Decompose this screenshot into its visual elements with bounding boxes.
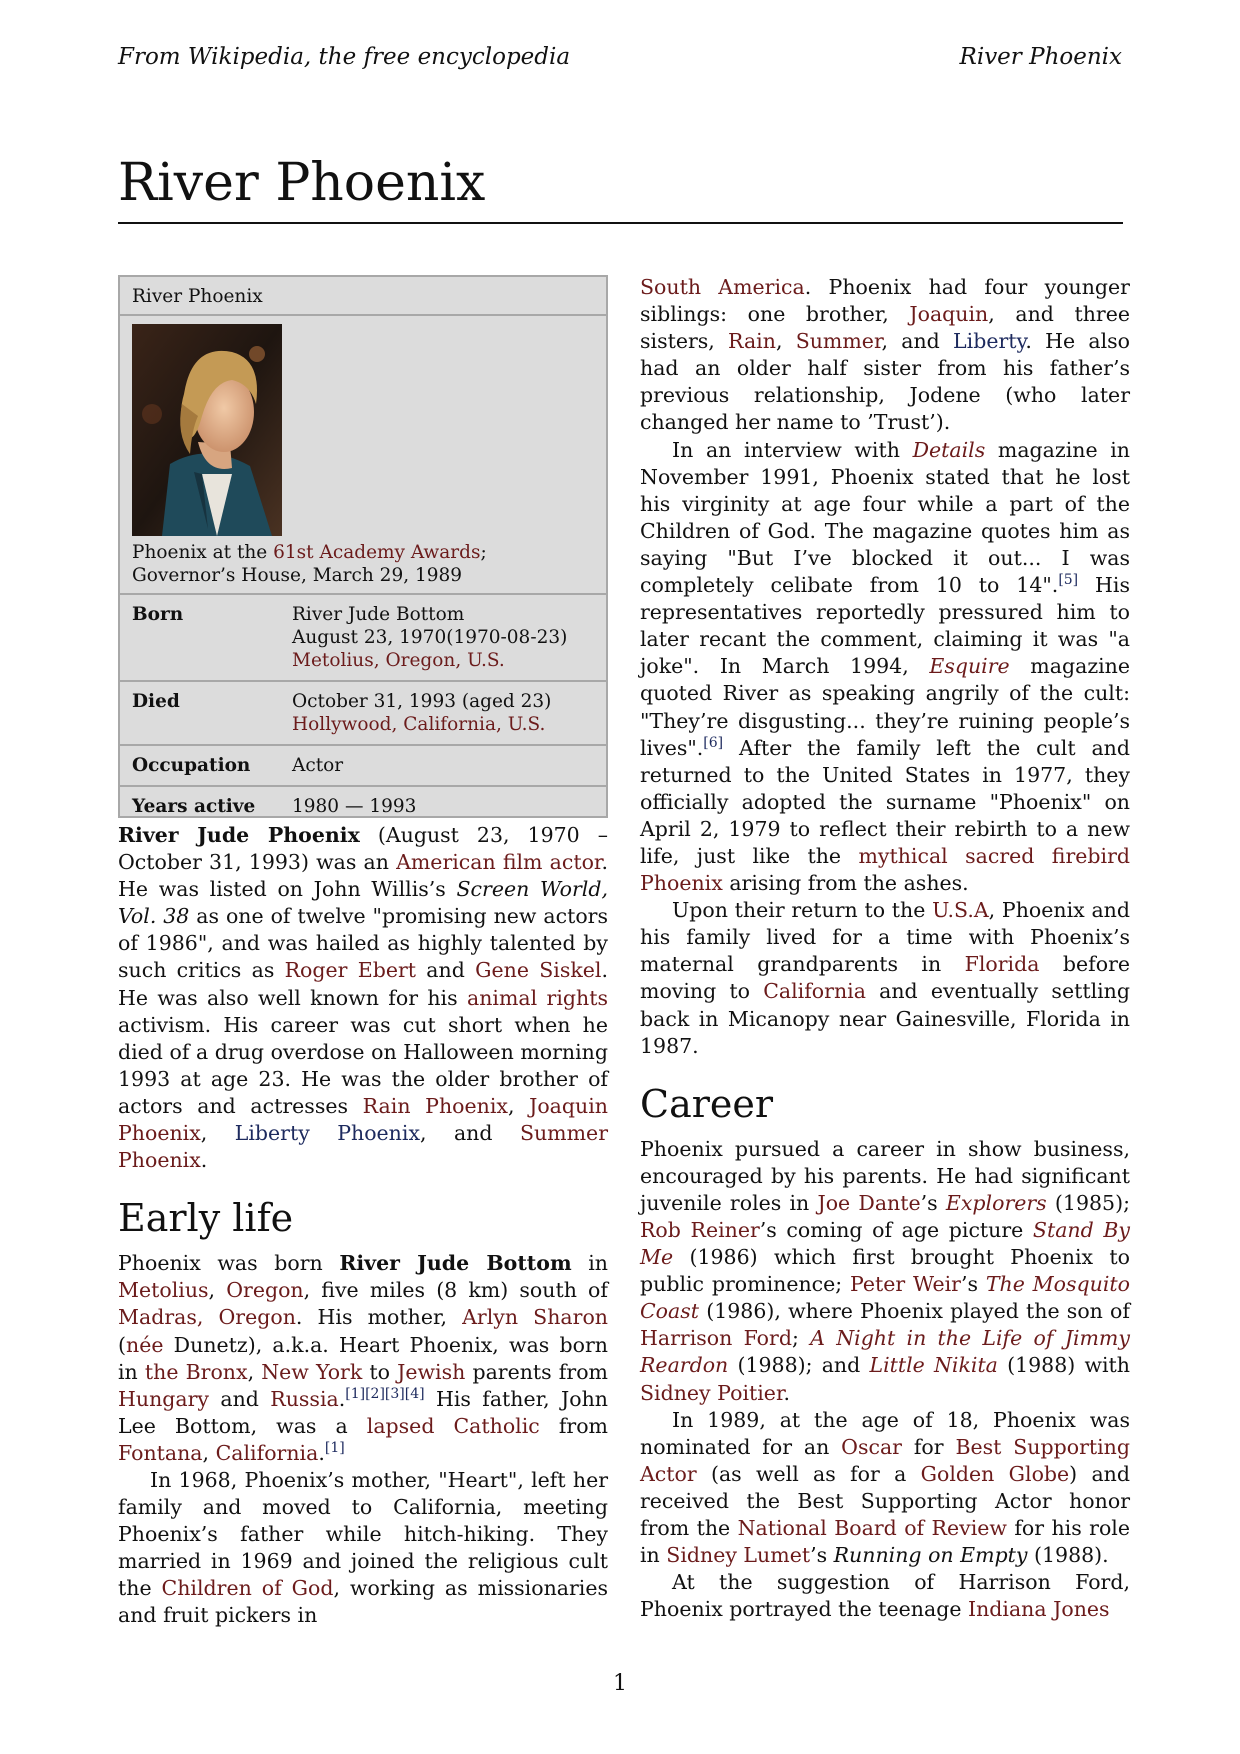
link-nee[interactable]: née (126, 1332, 164, 1357)
infobox-row-died (120, 682, 606, 746)
caption-text: ; (480, 542, 487, 563)
link-61st-academy-awards[interactable]: 61st Academy Awards (273, 542, 481, 563)
early-life-paragraph-1: Phoenix was born River Jude Bottom in Metolius, Oregon, five miles (8 km) south of Madras, Oregon. His mother, Arlyn Sharon (née Dunetz), a.k.a. Heart Phoenix, was born in the Bronx, New York to Jewish parents from Hungary and Russia.[1][2][3][4] His father, John Lee Bottom, was a lapsed Catholic from Fontana, California.[1] (118, 1251, 608, 1465)
born-name: River Jude Bottom (292, 604, 465, 625)
link-summer-phoenix[interactable]: Summer Phoenix (118, 1121, 608, 1173)
right-column (640, 274, 1130, 1623)
link-florida[interactable]: Florida (964, 952, 1040, 977)
link-american-film-actor[interactable]: American film actor (396, 850, 602, 875)
link-best-supporting-actor[interactable]: Best Supporting Actor (640, 1434, 1130, 1486)
early-life-paragraph-4: Upon their return to the U.S.A, Phoenix and his family lived for a time with Phoenix’s maternal grandparents in Florida before moving to California and eventually settling back in Micanopy near Gainesville, Florida in 1987. (640, 898, 1131, 1058)
link-oscar[interactable]: Oscar (841, 1434, 902, 1459)
left-column (118, 822, 608, 1630)
born-date: August 23, 1970(1970-08-23) (292, 627, 568, 648)
caption-text-line2: Governor’s House, March 29, 1989 (132, 565, 463, 586)
link-jimmy-reardon[interactable]: A Night in the Life of Jimmy Reardon (640, 1326, 1130, 1378)
birth-name: River Jude Bottom (339, 1251, 572, 1276)
link-south-america[interactable]: South America (640, 275, 805, 299)
link-died-place[interactable]: Hollywood, California, U.S. (292, 714, 546, 735)
link-details-magazine[interactable]: Details (912, 437, 986, 462)
link-oregon[interactable]: Oregon (226, 1278, 304, 1303)
link-summer[interactable]: Summer (795, 329, 882, 354)
infobox (118, 275, 608, 818)
link-lapsed-catholic[interactable]: lapsed Catholic (366, 1413, 540, 1438)
section-heading-early-life: Early life (118, 1196, 294, 1241)
career-paragraph-2: In 1989, at the age of 18, Phoenix was nominated for an Oscar for Best Supporting Actor (as well as for a Golden Globe) and received the Best Supporting Actor honor from the National Board of Review for his role in Sidney Lumet’s Running on Empty (1988). (640, 1407, 1131, 1568)
link-stand-by-me[interactable]: Stand By Me (640, 1218, 1130, 1270)
link-rain[interactable]: Rain (728, 329, 776, 354)
citation-ref[interactable]: [5] (1058, 572, 1079, 589)
infobox-label: Died (132, 691, 180, 712)
link-california[interactable]: California (763, 979, 866, 1004)
infobox-value: Actor (292, 755, 344, 776)
infobox-label: Occupation (132, 755, 251, 776)
infobox-row-occupation (120, 746, 606, 787)
link-rob-reiner[interactable]: Rob Reiner (640, 1218, 760, 1242)
infobox-value (292, 603, 594, 672)
link-harrison-ford[interactable]: Harrison Ford (640, 1326, 792, 1351)
link-fontana[interactable]: Fontana (118, 1440, 203, 1465)
infobox-value: 1980 — 1993 (292, 796, 417, 817)
infobox-row-years-active (120, 787, 606, 826)
link-jewish[interactable]: Jewish (397, 1359, 466, 1384)
link-joaquin[interactable]: Joaquin (909, 302, 989, 327)
link-animal-rights[interactable]: animal rights (467, 985, 609, 1010)
link-usa[interactable]: U.S.A (932, 898, 989, 923)
link-national-board-of-review[interactable]: National Board of Review (737, 1516, 1007, 1541)
link-sidney-poitier[interactable]: Sidney Poitier (640, 1380, 784, 1405)
link-the-mosquito-coast[interactable]: The Mosquito Coast (640, 1272, 1130, 1324)
link-liberty[interactable]: Liberty (953, 329, 1026, 354)
infobox-title: River Phoenix (120, 277, 606, 316)
citation-ref[interactable]: [6] (703, 734, 724, 751)
link-rain-phoenix[interactable]: Rain Phoenix (362, 1093, 508, 1118)
citation-refs[interactable]: [1][2][3][4] (345, 1385, 425, 1402)
link-peter-weir[interactable]: Peter Weir (850, 1272, 961, 1297)
link-metolius[interactable]: Metolius (118, 1278, 209, 1303)
link-hungary[interactable]: Hungary (118, 1386, 210, 1411)
link-golden-globe[interactable]: Golden Globe (920, 1461, 1070, 1486)
link-arlyn-sharon[interactable]: Arlyn Sharon (462, 1305, 608, 1330)
intro-paragraph: River Jude Phoenix (August 23, 1970 – October 31, 1993) was an American film actor. He was listed on John Willis’s Screen World, Vol. 38 as one of twelve "promising new actors of 1986", and was hailed as highly talented by such critics as Roger Ebert and Gene Siskel. He was also well known for his animal rights activism. His career was cut short when he died of a drug overdose on Halloween morning 1993 at age 23. He was the older brother of actors and actresses Rain Phoenix, Joaquin Phoenix, Liberty Phoenix, and Summer Phoenix. (118, 823, 609, 1173)
infobox-image-cell (120, 316, 606, 595)
link-born-place[interactable]: Metolius, Oregon, U.S. (292, 650, 505, 671)
early-life-paragraph-3: In an interview with Details magazine in November 1991, Phoenix stated that he lost his virginity at age four while a part of the Children of God. The magazine quotes him as saying "But I’ve blocked it out... I was completely celibate from 10 to 14".[5] His representatives reportedly pressured him to later recant the comment, claiming it was "a joke". In March 1994, Esquire magazine quoted River as speaking angrily of the cult: "They’re disgusting... they’re ruining people’s lives".[6] After the family left the cult and returned to the United States in 1977, they officially adopted the surname "Phoenix" on April 2, 1979 to reflect their rebirth to a new life, just like the mythical sacred firebird Phoenix arising from the ashes. (640, 437, 1131, 896)
section-heading-career: Career (640, 1081, 774, 1126)
infobox-value (292, 690, 594, 736)
link-liberty-phoenix[interactable]: Liberty Phoenix (234, 1121, 421, 1146)
link-russia[interactable]: Russia (270, 1386, 339, 1411)
running-header-right: River Phoenix (959, 44, 1122, 70)
caption-text: Phoenix at the (132, 542, 274, 563)
running-header-left: From Wikipedia, the free encyclopedia (118, 44, 571, 70)
link-joe-dante[interactable]: Joe Dante (817, 1190, 921, 1215)
link-the-bronx[interactable]: the Bronx (144, 1359, 248, 1384)
citation-ref[interactable]: [1] (324, 1440, 345, 1457)
early-life-paragraph-2a: In 1968, Phoenix’s mother, "Heart", left her family and moved to California, meeting Phoenix’s father while hitch-hiking. They married in 1969 and joined the religious cult the Children of God, working as missionaries and fruit pickers in (118, 1467, 609, 1628)
link-phoenix-mythology[interactable]: mythical sacred firebird Phoenix (640, 843, 1130, 896)
infobox-label: Years active (132, 796, 256, 817)
infobox-row-born (120, 595, 606, 682)
died-date: October 31, 1993 (aged 23) (292, 691, 552, 712)
link-joaquin-phoenix[interactable]: Joaquin Phoenix (118, 1093, 608, 1146)
infobox-caption (132, 541, 594, 587)
subject-name: River Jude Phoenix (118, 823, 360, 847)
link-sidney-lumet[interactable]: Sidney Lumet (666, 1543, 811, 1568)
career-paragraph-1: Phoenix pursued a career in show business, encouraged by his parents. He had significant juvenile roles in Joe Dante’s Explorers (1985); Rob Reiner’s coming of age picture Stand By Me (1986) which first brought Phoenix to public prominence; Peter Weir’s The Mosquito Coast (1986), where Phoenix played the son of Harrison Ford; A Night in the Life of Jimmy Reardon (1988); and Little Nikita (1988) with Sidney Poitier. (640, 1136, 1130, 1405)
link-indiana-jones[interactable]: Indiana Jones (967, 1597, 1110, 1622)
career-paragraph-3: At the suggestion of Harrison Ford, Phoenix portrayed the teenage Indiana Jones (640, 1570, 1130, 1622)
link-california[interactable]: California (215, 1440, 319, 1465)
link-esquire[interactable]: Esquire (929, 654, 1010, 679)
link-little-nikita[interactable]: Little Nikita (869, 1353, 998, 1378)
infobox-label: Born (132, 604, 184, 625)
book-title: Screen World, Vol. 38 (118, 877, 609, 929)
link-madras-oregon[interactable]: Madras, Oregon (118, 1305, 296, 1330)
page-number: 1 (613, 1671, 627, 1696)
link-gene-siskel[interactable]: Gene Siskel (475, 958, 602, 983)
early-life-paragraph-2b: South America. Phoenix had four younger siblings: one brother, Joaquin, and three sisters, Rain, Summer, and Liberty. He also had an older half sister from his father’s previous relationship, Jodene (who later changed her name to ’Trust’). (640, 275, 1130, 435)
link-children-of-god[interactable]: Children of God (161, 1576, 334, 1601)
link-roger-ebert[interactable]: Roger Ebert (284, 958, 416, 983)
link-new-york[interactable]: New York (261, 1359, 363, 1384)
film-title: Running on Empty (833, 1543, 1028, 1568)
portrait-photo[interactable] (132, 324, 282, 536)
page-title: River Phoenix (118, 148, 1123, 224)
link-explorers[interactable]: Explorers (945, 1190, 1047, 1215)
